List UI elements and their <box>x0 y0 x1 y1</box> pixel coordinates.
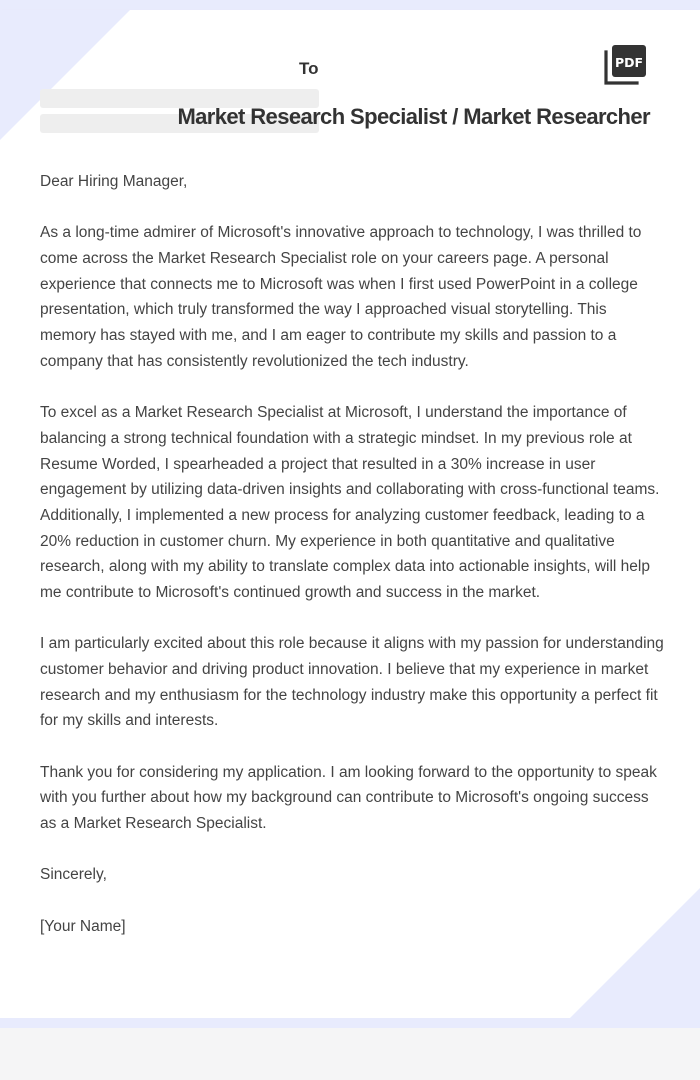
letter-closing: Sincerely, <box>40 866 107 884</box>
letter-body <box>40 169 664 965</box>
letter-signature: [Your Name] <box>40 917 126 935</box>
top-accent-strip <box>0 0 700 10</box>
svg-text:PDF: PDF <box>614 55 644 70</box>
letter-greeting: Dear Hiring Manager, <box>40 173 188 190</box>
recipient-to-label: To <box>299 59 319 78</box>
letter-paragraph-4: Thank you for considering my application. I am looking forward to the opportunity to speak with you further about how my background can contribute to Microsoft's ongoing success as a Market Research Specialist. <box>40 763 657 833</box>
bottom-accent-band <box>0 1018 700 1028</box>
pdf-icon[interactable] <box>603 44 647 86</box>
letter-paragraph-1: As a long-time admirer of Microsoft's innovative approach to technology, I was thrilled to come across the Market Research Specialist role on your careers page. A personal experience that connects me to Microsoft was when I first used PowerPoint in a college presentation, which truly transformed the way I approached visual storytelling. This memory has stayed with me, and I am eager to contribute my skills and passion to a company that has consistently revolutionized the tech industry. <box>40 224 642 370</box>
letter-paragraph-2: To excel as a Market Research Specialist at Microsoft, I understand the importance of balancing a strong technical foundation with a strategic mindset. In my previous role at Resume Worded, I spearheaded a project that resulted in a 30% increase in user engagement by utilizing data-driven insights and collaborating with cross-functional teams. Additionally, I implemented a new process for analyzing customer feedback, leading to a 20% reduction in customer churn. My experience in both quantitative and qualitative research, along with my ability to translate complex data into actionable insights, will help me contribute to Microsoft's continued growth and success in the market. <box>40 404 660 602</box>
letter-paragraph-3: I am particularly excited about this role because it aligns with my passion for understanding customer behavior and driving product innovation. I believe that my experience in market research and my enthusiasm for the technology industry make this opportunity a perfect fit for my skills and interests. <box>40 635 664 730</box>
job-title: Market Research Specialist / Market Researcher <box>177 104 650 129</box>
cover-letter-card <box>0 10 700 1018</box>
